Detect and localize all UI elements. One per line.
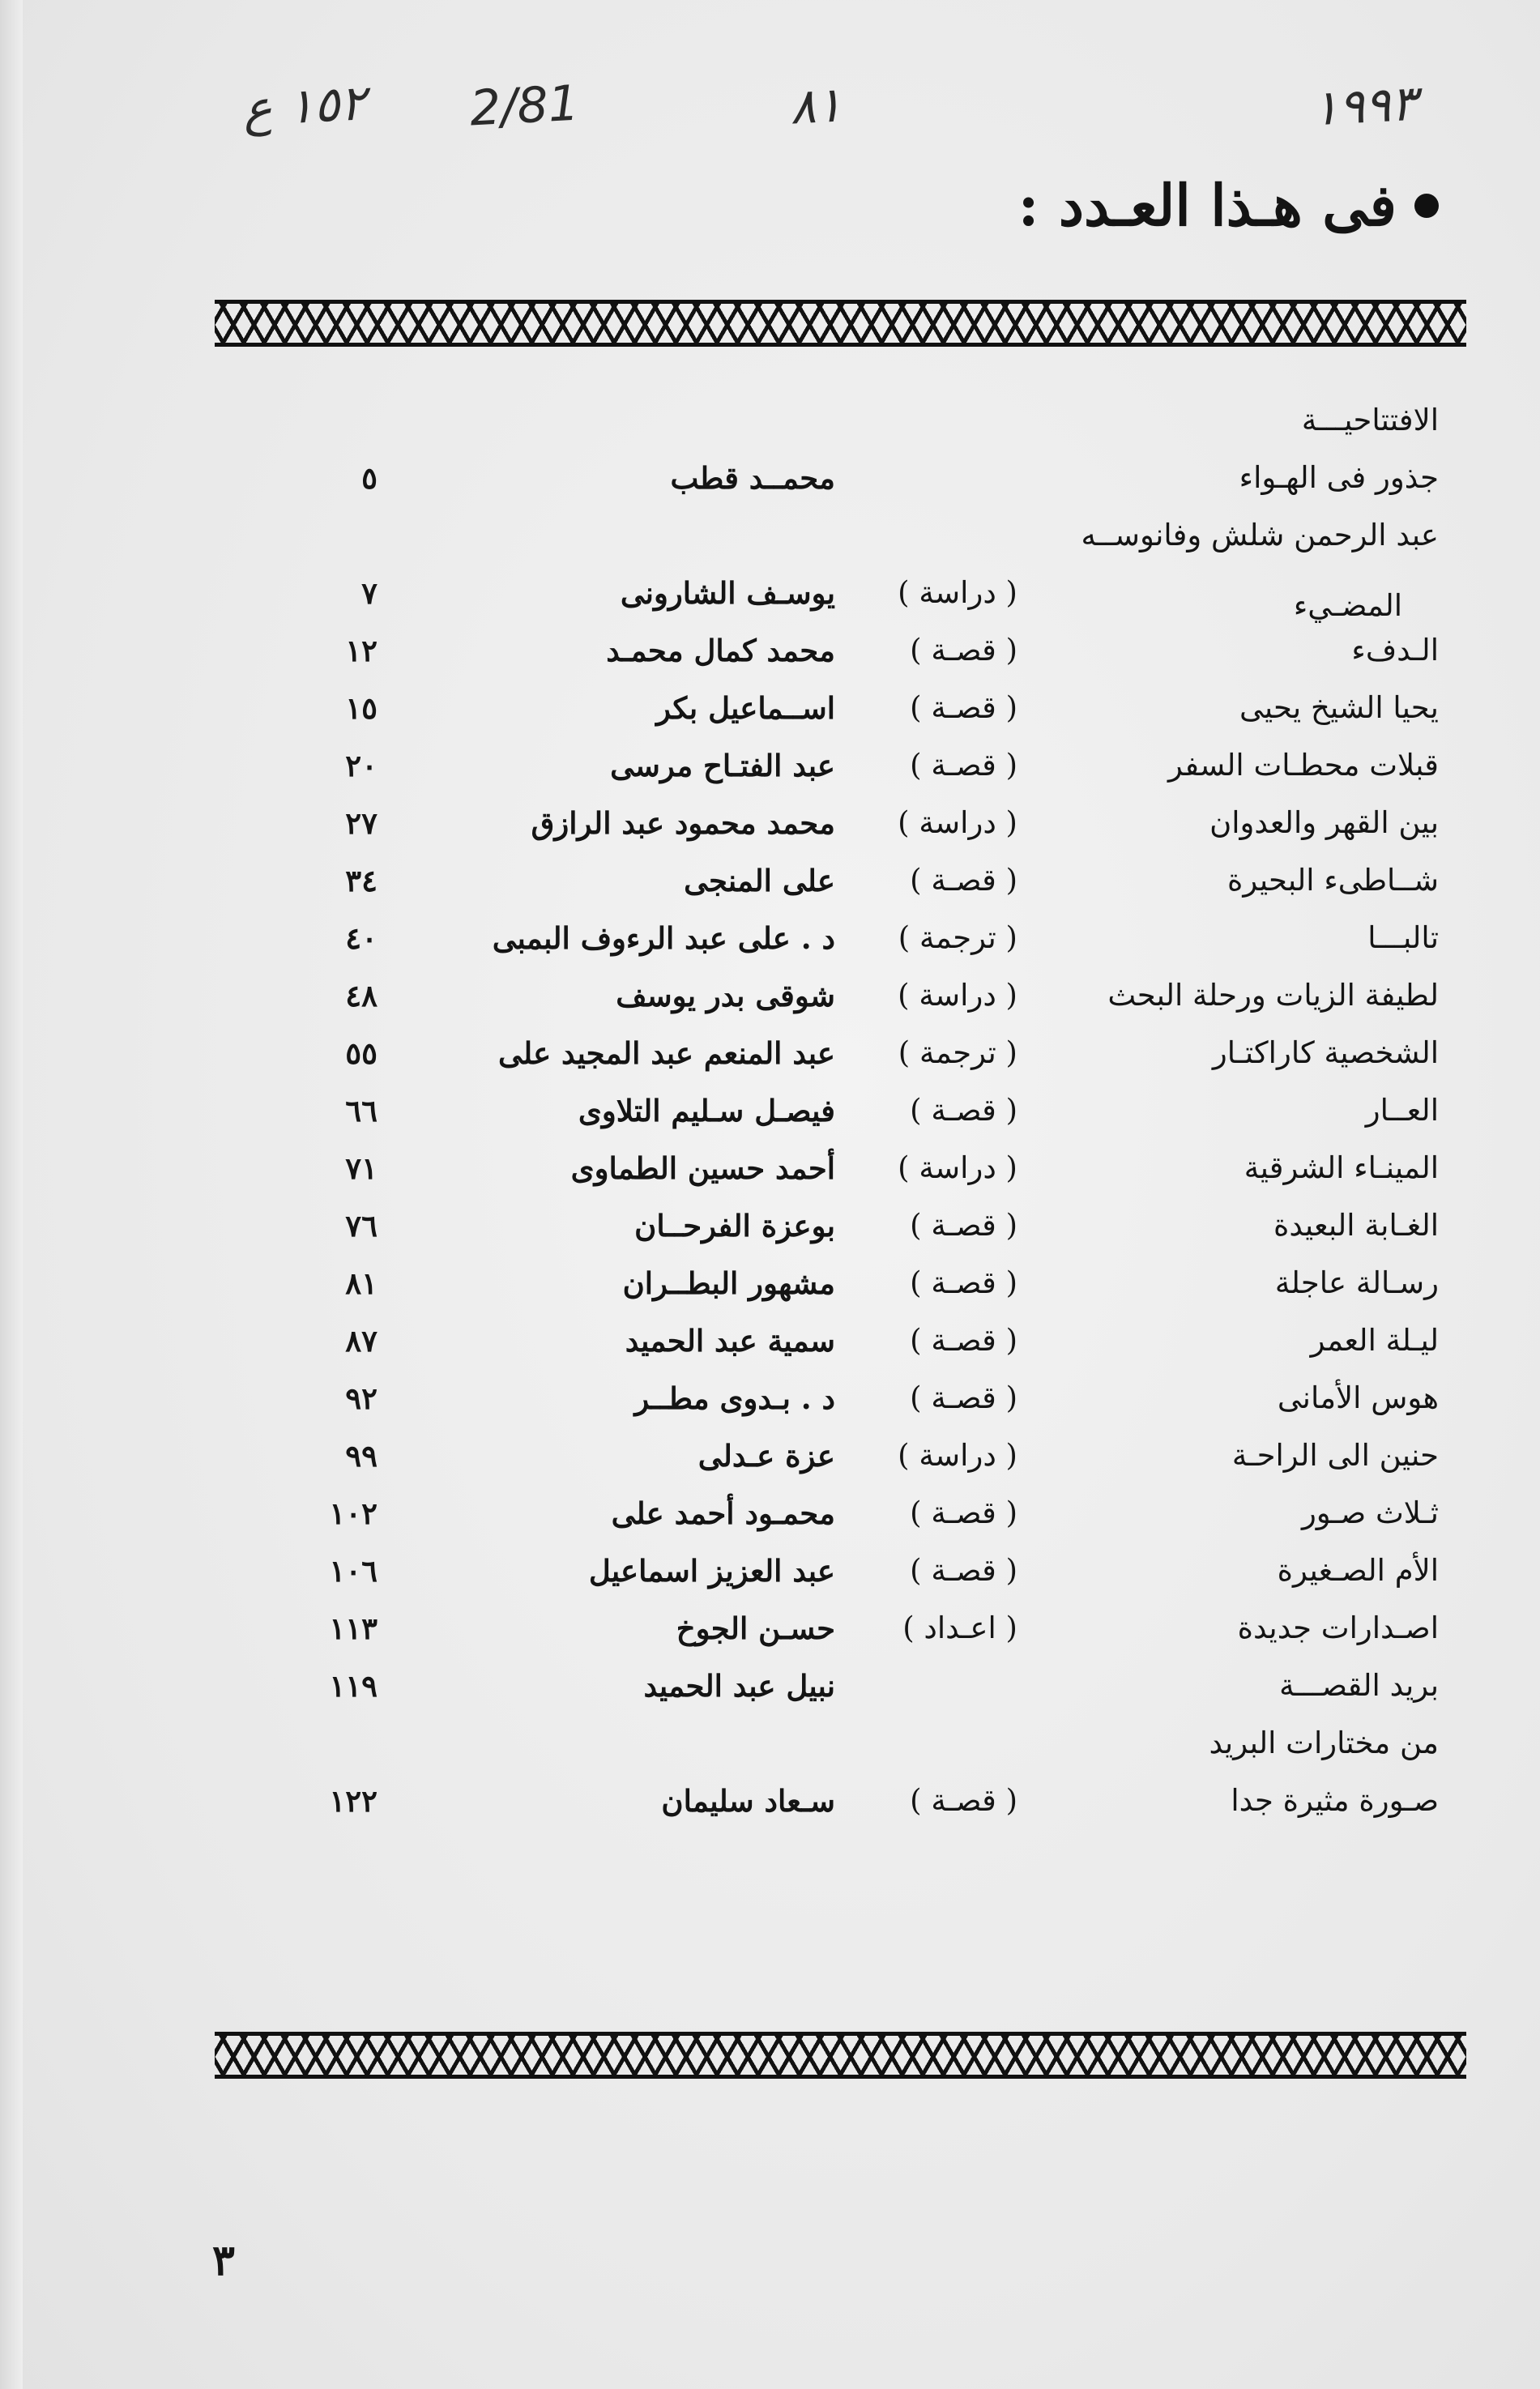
toc-author: محمــد قطب <box>670 460 835 496</box>
toc-genre: ( ترجمة ) <box>898 1035 1017 1070</box>
toc-row <box>219 804 1439 861</box>
toc-author: عبد المنعم عبد المجيد على <box>497 1035 835 1071</box>
toc-title: يحيا الشيخ يحيى <box>1239 690 1439 725</box>
toc-author: مشهور البطــران <box>622 1265 835 1301</box>
toc-page: ١٢٢ <box>329 1783 378 1819</box>
toc-row <box>219 401 1439 459</box>
toc-title: شــاطىء البحيرة <box>1227 863 1439 898</box>
toc-title: الأم الصـغيرة <box>1277 1553 1439 1588</box>
toc-author: عبد الفتـاح مرسى <box>610 748 835 783</box>
bullet-icon <box>1414 194 1439 218</box>
toc-page: ٧٦ <box>345 1208 378 1244</box>
toc-row <box>219 1091 1439 1149</box>
toc-title: تالبـــا <box>1367 920 1439 955</box>
toc-title: ليـلة العمر <box>1310 1323 1439 1358</box>
handwritten-note: ١٩٩٣ <box>1311 75 1418 138</box>
toc-genre: ( قصـة ) <box>910 1495 1017 1530</box>
toc-author: محمد كمال محمـد <box>606 633 835 668</box>
toc-title: العــار <box>1365 1093 1439 1128</box>
toc-row <box>219 1149 1439 1206</box>
toc-author: حسـن الجوخ <box>676 1610 835 1646</box>
toc-row <box>219 1724 1439 1781</box>
toc-row <box>219 1379 1439 1436</box>
toc-title: من مختارات البريد <box>1209 1726 1439 1760</box>
toc-title: بين القهر والعدوان <box>1209 805 1439 840</box>
toc-title: بريد القصـــة <box>1279 1668 1439 1703</box>
toc-page: ٩٢ <box>345 1380 378 1416</box>
toc-title: الغـابة البعيدة <box>1273 1208 1439 1243</box>
toc-row <box>219 1551 1439 1609</box>
toc-page: ٧١ <box>345 1150 378 1186</box>
toc-genre: ( قصـة ) <box>910 748 1017 783</box>
toc-row <box>219 1781 1439 1839</box>
toc-row <box>219 459 1439 516</box>
toc-title: الافتتاحيـــة <box>1301 403 1439 437</box>
toc-author: عزة عـدلى <box>697 1438 835 1474</box>
toc-page: ١٥ <box>345 690 378 726</box>
toc-row <box>219 1494 1439 1551</box>
toc-row <box>219 516 1439 574</box>
toc-row <box>219 1034 1439 1091</box>
toc-row <box>219 976 1439 1034</box>
toc-author: نبيل عبد الحميد <box>643 1668 835 1704</box>
toc-genre: ( دراسة ) <box>898 575 1017 610</box>
contents-heading <box>1018 172 1439 239</box>
toc-row <box>219 1436 1439 1494</box>
toc-author: د . على عبد الرءوف البمبى <box>492 920 835 956</box>
toc-genre: ( قصـة ) <box>910 1093 1017 1128</box>
toc-page: ١٢ <box>345 633 378 668</box>
toc-title: الشخصية كاراكتـار <box>1212 1035 1439 1070</box>
toc-genre: ( قصـة ) <box>910 1553 1017 1588</box>
toc-page: ٨٧ <box>345 1323 378 1359</box>
toc-genre: ( قصـة ) <box>910 1783 1017 1818</box>
toc-title: هوس الأمانى <box>1277 1380 1439 1415</box>
decorative-border-top <box>215 300 1466 347</box>
handwritten-note: 2/81 <box>468 75 581 138</box>
toc-row <box>219 1206 1439 1264</box>
toc-author: محمد محمود عبد الرازق <box>531 805 835 841</box>
toc-genre: ( دراسة ) <box>898 978 1017 1013</box>
toc-row <box>219 1264 1439 1321</box>
toc-page: ٥ <box>361 460 378 496</box>
toc-page: ١١٩ <box>329 1668 378 1704</box>
toc-genre: ( دراسة ) <box>898 1438 1017 1473</box>
toc-page: ١١٣ <box>329 1610 378 1646</box>
toc-page: ١٠٦ <box>329 1553 378 1589</box>
toc-author: شوقى بدر يوسف <box>616 978 835 1013</box>
toc-row <box>219 689 1439 746</box>
toc-page: ٥٥ <box>345 1035 378 1071</box>
toc-genre: ( قصـة ) <box>910 690 1017 725</box>
toc-title: حنين الى الراحـة <box>1231 1438 1439 1473</box>
toc-author: أحمد حسين الطماوى <box>570 1150 835 1186</box>
toc-genre: ( دراسة ) <box>898 805 1017 840</box>
toc-title: ثـلاث صـور <box>1301 1495 1439 1530</box>
toc-title: الـدفء <box>1351 633 1439 668</box>
toc-row <box>219 919 1439 976</box>
toc-page: ٨١ <box>345 1265 378 1301</box>
toc-genre: ( اعـداد ) <box>902 1610 1017 1645</box>
toc-row <box>219 1666 1439 1724</box>
toc-title: لطيفة الزيات ورحلة البحث <box>1107 978 1439 1013</box>
toc-row <box>219 574 1439 631</box>
toc-page: ٩٩ <box>345 1438 378 1474</box>
toc-page: ٢٠ <box>345 748 378 783</box>
toc-row <box>219 1609 1439 1666</box>
toc-genre: ( قصـة ) <box>910 633 1017 668</box>
toc-genre: ( دراسة ) <box>898 1150 1017 1185</box>
toc-title: عبد الرحمن شلش وفانوســه <box>1081 518 1439 552</box>
toc-row <box>219 631 1439 689</box>
toc-author: فيصـل سـليم التلاوى <box>578 1093 835 1128</box>
toc-author: محمـود أحمد على <box>611 1495 835 1531</box>
toc-title: المينـاء الشرقية <box>1244 1150 1439 1185</box>
toc-genre: ( قصـة ) <box>910 1208 1017 1243</box>
toc-title: جذور فى الهـواء <box>1239 460 1439 495</box>
toc-page: ٤٨ <box>345 978 378 1013</box>
toc-genre: ( قصـة ) <box>910 1265 1017 1300</box>
toc-row <box>219 1321 1439 1379</box>
toc-page: ٢٧ <box>345 805 378 841</box>
toc-author: د . بـدوى مطــر <box>634 1380 835 1416</box>
toc-page: ٧ <box>361 575 378 611</box>
toc-author: يوسـف الشارونى <box>620 575 835 611</box>
toc-genre: ( قصـة ) <box>910 1323 1017 1358</box>
toc-genre: ( قصـة ) <box>910 863 1017 898</box>
toc-page: ٣٤ <box>345 863 378 898</box>
toc-genre: ( ترجمة ) <box>898 920 1017 955</box>
toc-author: بوعزة الفرحــان <box>634 1208 835 1244</box>
toc-row <box>219 861 1439 919</box>
toc-title: اصـدارات جديدة <box>1237 1610 1439 1645</box>
toc-title: قبلات محطـات السفر <box>1168 748 1439 783</box>
toc-author: سمية عبد الحميد <box>625 1323 835 1359</box>
toc-title: صـورة مثيرة جدا <box>1231 1783 1439 1818</box>
toc-page: ٦٦ <box>345 1093 378 1128</box>
decorative-border-bottom <box>215 2032 1466 2079</box>
toc-title: رسـالة عاجلة <box>1274 1265 1439 1300</box>
toc-author: عبد العزيز اسماعيل <box>588 1553 835 1589</box>
toc-author: على المنجى <box>684 863 835 898</box>
handwritten-note: ٨١ <box>788 76 844 136</box>
toc-author: سـعاد سليمان <box>661 1783 835 1819</box>
toc-page: ١٠٢ <box>329 1495 378 1531</box>
toc-genre: ( قصـة ) <box>910 1380 1017 1415</box>
toc-title: المضـيء <box>1293 588 1402 623</box>
binding-shadow <box>0 0 23 2389</box>
toc-author: اســماعيل بكر <box>656 690 835 726</box>
heading-text: فى هـذا العـدد : <box>1017 172 1397 239</box>
toc-row <box>219 746 1439 804</box>
handwritten-note: ١٥٢ ع <box>241 75 368 138</box>
page-number: ٣ <box>212 2236 235 2285</box>
toc-page: ٤٠ <box>345 920 378 956</box>
table-of-contents <box>219 401 1439 1839</box>
